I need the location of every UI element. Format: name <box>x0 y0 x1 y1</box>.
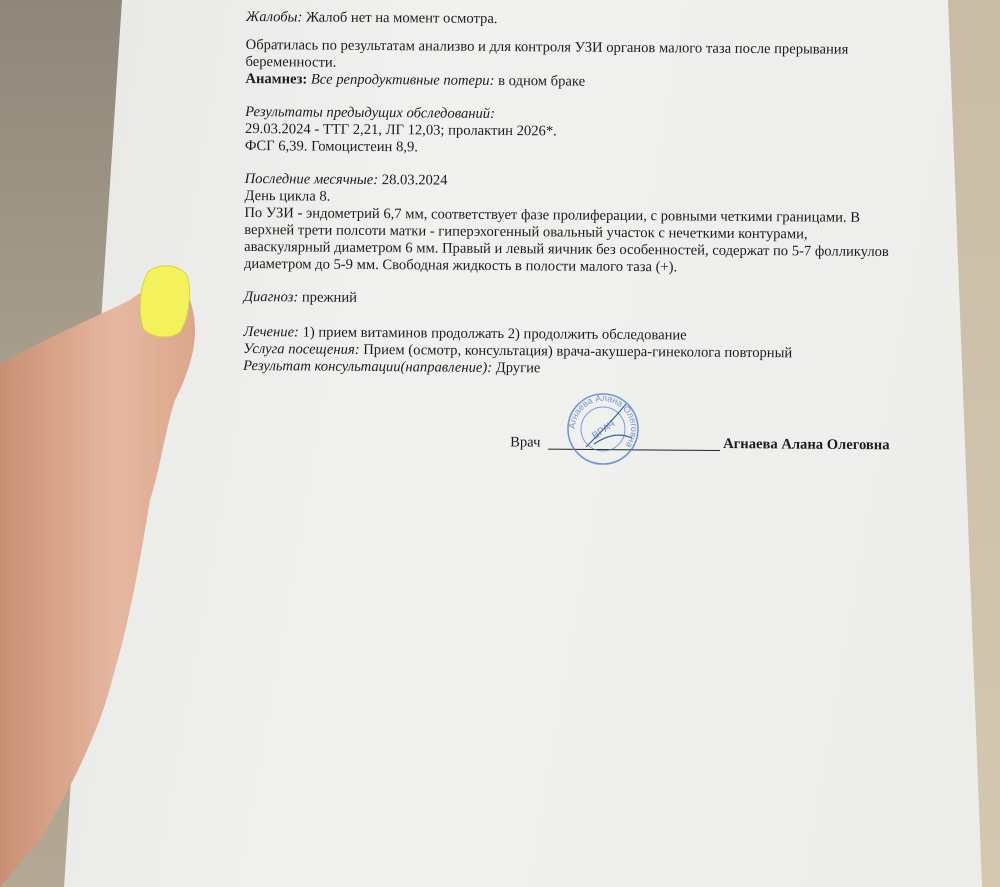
prev-results-line1: 29.03.2024 - ТТГ 2,21, ЛГ 12,03; пролактин 2026*. <box>244 120 557 140</box>
diagnosis-label: Диагноз: <box>243 288 299 306</box>
treatment-text: 1) прием витаминов продолжать 2) продолжить обследование <box>302 324 687 344</box>
visit-reason: Обратилась по результатам анализво и для контроля УЗИ органов малого таза после прерывания беременности. <box>245 36 849 71</box>
stamp-center-text: ВРАЧ <box>590 418 618 442</box>
result-label: Результат консультации(направление): <box>243 357 493 376</box>
complaints-text: Жалоб нет на момент осмотра. <box>305 9 498 27</box>
anamnesis-text: в одном браке <box>498 72 586 90</box>
anamnesis-label: Анамнез: <box>245 70 308 88</box>
prev-results-label: Результаты предыдущих обследований: <box>245 103 496 122</box>
ultrasound-findings: По УЗИ - эндометрий 6,7 мм, соответствует фазе пролиферации, с ровными четкими границами. В верхней трети полсоти матки - гиперэхогенный овальный участок с нечеткими контурами, аваскулярный диаметром 6 мм. Правый и левый яичник без особенностей, содержат по 5-7 фолликулов диаметром до 5-9 мм. Свободная жидкость в полости малого таза (+). <box>243 204 889 276</box>
svg-text:Агнаева Алана Олеговна <box>567 393 639 450</box>
last-menses-date: 28.03.2024 <box>381 172 448 189</box>
anamnesis-sub-label: Все репродуктивные потери: <box>310 71 495 89</box>
diagnosis-text: прежний <box>301 289 358 306</box>
last-menses-label: Последние месячные: <box>244 170 379 189</box>
medical-report <box>243 9 906 380</box>
doctor-stamp <box>566 392 640 466</box>
service-text: Прием (осмотр, консультация) врача-акушера-гинеколога повторный <box>363 341 793 362</box>
prev-results-line2: ФСГ 6,39. Гомоцистеин 8,9. <box>244 137 418 156</box>
treatment-label: Лечение: <box>243 323 300 341</box>
doctor-role: Врач <box>510 434 541 451</box>
cycle-day: День цикла 8. <box>244 187 331 205</box>
stamp-ring-text: Агнаева Алана Олеговна <box>566 392 640 450</box>
result-text: Другие <box>495 359 541 377</box>
doctor-name: Агнаева Алана Олеговна <box>723 436 890 454</box>
service-label: Услуга посещения: <box>243 340 360 358</box>
complaints-label: Жалобы: <box>245 9 303 26</box>
